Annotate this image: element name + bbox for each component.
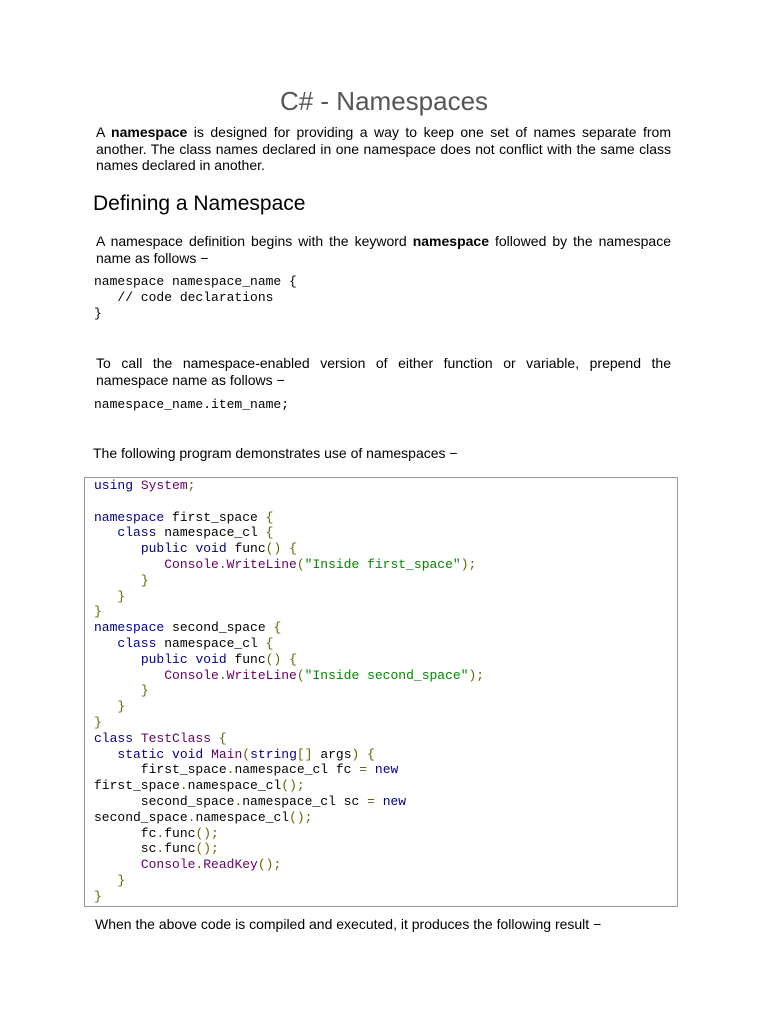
code-line [94,478,484,494]
code-token: "Inside first_space" [304,556,461,572]
intro-keyword: namespace [111,124,188,140]
code-token: "Inside second_space" [304,667,469,683]
code-token: (); [281,778,305,794]
program-code-listing [94,478,484,905]
code-token: using [94,478,134,493]
code-token: ( [296,556,305,572]
code-token: . [226,762,235,778]
code-token: second_space [94,809,188,825]
code-token: { [273,620,282,636]
code-token: { [367,746,375,762]
code-token: . [234,793,243,809]
code-line [94,494,484,510]
code-token: } [140,683,149,699]
code-token: WriteLine [226,556,297,572]
code-token [133,731,141,746]
code-token: } [94,888,102,904]
code-token: namespace_cl [187,778,282,794]
code-token: namespace_cl [195,809,290,825]
code-token: = [359,762,368,778]
code-line [94,889,484,905]
code-line [94,636,484,652]
code-token: Console [140,857,196,873]
code-token [94,525,117,540]
code-token: public [140,541,188,557]
code-token: namespace_cl [156,635,266,651]
code-token [94,589,117,604]
code-token [94,683,141,698]
code-token: } [117,588,126,604]
code-token: namespace_cl fc [234,762,360,778]
code-line [94,778,484,794]
code-line [94,810,484,826]
code-token: ); [460,556,477,572]
code-token [94,699,117,714]
code-line [94,589,484,605]
code-token: void [195,651,227,667]
code-line [94,573,484,589]
code-token: (); [257,857,282,873]
code-token: func [226,651,266,667]
code-token: () [265,541,282,557]
definition-pre: A namespace definition begins with the keyword [96,233,413,249]
code-token [94,652,141,667]
code-token: fc [94,825,157,841]
code-line [94,762,484,778]
code-token: namespace_cl sc [242,793,368,809]
code-token: { [218,730,227,746]
code-token: TestClass [140,730,212,746]
code-line [94,683,484,699]
code-token: ( [296,667,305,683]
code-token: WriteLine [226,667,297,683]
code-token [164,747,172,762]
code-token [94,747,117,762]
code-line [94,668,484,684]
code-line [94,557,484,573]
code-token: Console [164,556,219,572]
code-token: first_space [94,762,227,778]
code-line [94,826,484,842]
definition-post: followed by the namespace name as follows − [96,233,671,266]
code-token: } [117,872,126,888]
definition-paragraph [96,233,671,266]
code-line [94,857,484,873]
definition-keyword: namespace [412,233,489,249]
code-token: static [117,746,165,762]
code-token: class [117,525,157,541]
call-code-block: namespace_name.item_name; [94,397,290,412]
code-token: new [382,793,407,809]
code-token [94,573,141,588]
code-token: . [187,809,196,825]
code-token: } [140,572,149,588]
code-token [211,731,219,746]
code-token: { [265,525,274,541]
code-token: System [140,478,188,493]
code-line [94,620,484,636]
program-intro-paragraph: The following program demonstrates use of namespaces − [93,445,458,461]
call-paragraph: To call the namespace-enabled version of either function or variable, prepend the namespace name as follows − [96,355,671,388]
code-token: func [164,825,196,841]
code-token: ( [242,746,251,762]
code-token: new [374,762,399,778]
code-token: [] [296,746,313,762]
code-token: { [265,635,274,651]
code-token: namespace [94,509,165,525]
page-title: C# - Namespaces [279,86,489,116]
code-token: public [140,651,188,667]
code-token: class [117,635,157,651]
code-token: } [117,699,126,715]
code-token: func [164,841,196,857]
code-token: void [195,541,227,557]
code-token: ) [351,746,360,762]
code-token: . [195,857,204,873]
code-token: { [289,541,297,557]
section-heading: Defining a Namespace [93,192,306,215]
code-line [94,652,484,668]
intro-post: is designed for providing a way to keep one set of names separate from another. The class names declared in one namespace does not conflict with the same class names declared in another. [96,124,671,173]
result-paragraph: When the above code is compiled and executed, it produces the following result − [95,916,602,932]
code-token: class [94,730,134,746]
code-token: ReadKey [203,857,258,873]
code-token [359,747,367,762]
code-token: . [156,825,165,841]
code-token [133,478,141,493]
code-token [94,857,141,872]
code-token [281,652,289,667]
code-token [94,636,117,651]
code-token: . [156,841,165,857]
code-line [94,541,484,557]
code-line [94,747,484,763]
code-line [94,731,484,747]
definition-code-block: namespace namespace_name { // code declarations } [94,274,297,321]
code-token [94,541,141,556]
code-token: { [265,509,274,525]
code-token: (); [195,841,219,857]
code-token: } [94,604,102,620]
code-token: second_space [94,793,235,809]
code-line [94,699,484,715]
code-token [94,557,164,572]
code-token: first_space [94,778,180,794]
code-token: = [367,793,375,809]
code-token [203,747,211,762]
code-token: first_space [164,509,266,525]
code-line [94,525,484,541]
code-line [94,794,484,810]
code-token: (); [195,825,219,841]
code-token [375,794,383,809]
code-token: . [179,778,188,794]
intro-paragraph [96,124,671,174]
code-line [94,510,484,526]
code-token: args [312,746,352,762]
code-token: . [218,667,227,683]
code-line [94,841,484,857]
code-token: { [289,651,297,667]
code-token: namespace [94,620,165,636]
code-token: . [218,556,227,572]
code-token: Console [164,667,219,683]
code-token [94,668,164,683]
code-token: namespace_cl [156,525,266,541]
code-line [94,604,484,620]
code-token [367,762,375,777]
code-token: () [265,651,282,667]
code-token: } [94,714,102,730]
code-line [94,873,484,889]
code-token: Main [211,746,243,762]
code-token: sc [94,841,157,857]
code-token: ; [187,478,196,493]
intro-pre: A [96,124,112,140]
code-token: (); [289,809,313,825]
code-token [94,873,117,888]
code-token: ); [468,667,485,683]
code-token: string [250,746,297,762]
code-line [94,715,484,731]
code-token: void [172,746,204,762]
code-token [281,541,289,556]
code-token: func [226,541,266,557]
code-token: second_space [164,620,274,636]
